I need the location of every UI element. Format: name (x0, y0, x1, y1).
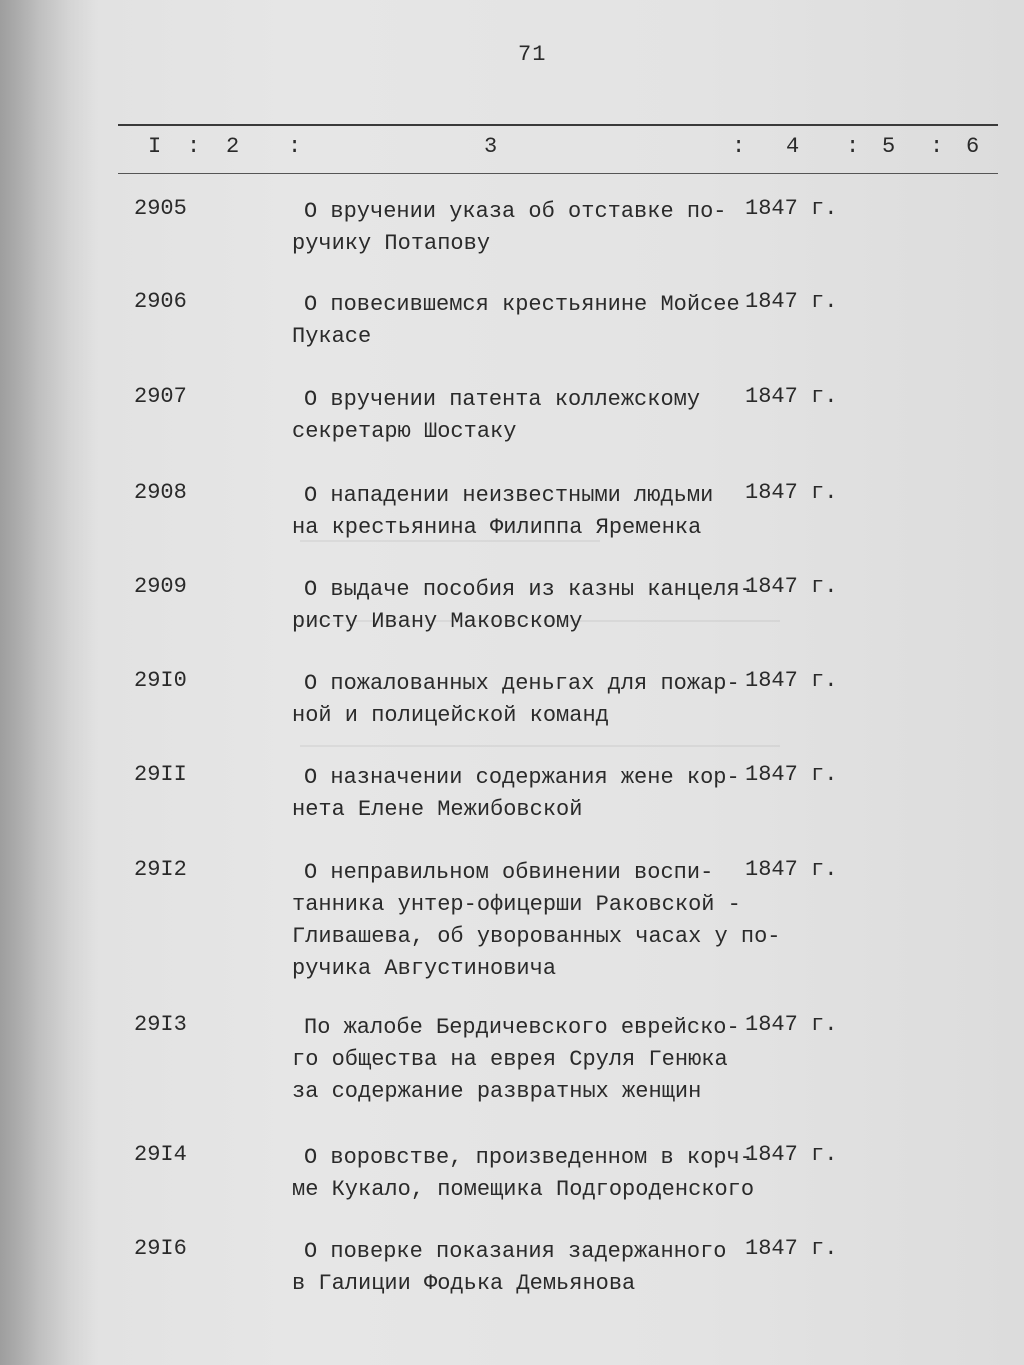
entry-year: 1847 г. (745, 1012, 838, 1037)
column-separator: : (732, 134, 746, 159)
entry-year: 1847 г. (745, 574, 838, 599)
entry-description (292, 1012, 742, 1108)
entry-description-line: танника унтер-офицерши Раковской - (292, 892, 741, 917)
entry-description-line: О повесившемся крестьянине Мойсее (304, 292, 740, 317)
entry-number: 29I3 (134, 1012, 187, 1037)
column-2-label: 2 (226, 134, 240, 159)
column-separator: : (187, 134, 201, 159)
entry-description-line: на крестьянина Филиппа Яременка (292, 515, 702, 540)
entry-description-line: в Галиции Фодька Демьянова (292, 1271, 636, 1296)
entry-description (292, 668, 742, 732)
column-4-label: 4 (786, 134, 800, 159)
column-3-label: 3 (484, 134, 498, 159)
entry-description-line: По жалобе Бердичевского еврейско- (304, 1015, 740, 1040)
entry-description-line: О воровстве, произведенном в корч- (304, 1145, 753, 1170)
entry-description-line: за содержание развратных женщин (292, 1079, 702, 1104)
entry-description (292, 289, 742, 353)
entry-description-line: О назначении содержания жене кор- (304, 765, 740, 790)
entry-description (292, 857, 781, 985)
entry-year: 1847 г. (745, 196, 838, 221)
entry-description-line: секретарю Шостаку (292, 419, 517, 444)
entry-description-line: О поверке показания задержанного (304, 1239, 727, 1264)
entry-description-line: ме Кукало, помещика Подгороденского (292, 1177, 755, 1202)
entry-year: 1847 г. (745, 289, 838, 314)
entry-description (292, 384, 742, 448)
entry-number: 2907 (134, 384, 187, 409)
entry-number: 29I2 (134, 857, 187, 882)
entry-number: 2909 (134, 574, 187, 599)
bleed-through-mark (300, 745, 780, 747)
entry-description (292, 1142, 762, 1206)
entry-number: 2905 (134, 196, 187, 221)
entry-description (292, 196, 742, 260)
entry-description-line: Гливашева, об уворованных часах у по- (292, 924, 781, 949)
entry-description-line: Пукасе (292, 324, 372, 349)
entry-description-line: О пожалованных деньгах для пожар- (304, 671, 740, 696)
column-5-label: 5 (882, 134, 896, 159)
entry-description-line: О выдаче пособия из казны канцеля- (304, 577, 753, 602)
column-separator: : (846, 134, 860, 159)
table-header-bottom-rule (118, 173, 998, 174)
table-header-top-rule (118, 124, 998, 126)
entry-description (292, 480, 742, 544)
entry-description-line: О вручении указа об отставке по- (304, 199, 727, 224)
entry-description-line: О вручении патента коллежскому (304, 387, 701, 412)
entry-description-line: ручика Августиновича (292, 956, 557, 981)
entry-description (292, 574, 753, 638)
entry-year: 1847 г. (745, 668, 838, 693)
entry-year: 1847 г. (745, 384, 838, 409)
entry-number: 2908 (134, 480, 187, 505)
entry-number: 29I4 (134, 1142, 187, 1167)
entry-description-line: О нападении неизвестными людьми (304, 483, 714, 508)
column-separator: : (288, 134, 302, 159)
entry-number: 29II (134, 762, 187, 787)
entry-description-line: ристу Ивану Маковскому (292, 609, 583, 634)
entry-description-line: го общества на еврея Сруля Генюка (292, 1047, 728, 1072)
page-number: 71 (518, 42, 547, 67)
column-6-label: 6 (966, 134, 980, 159)
column-separator: : (930, 134, 944, 159)
entry-description-line: нета Елене Межибовской (292, 797, 583, 822)
entry-description-line: ручику Потапову (292, 231, 491, 256)
entry-description (292, 1236, 742, 1300)
entry-number: 2906 (134, 289, 187, 314)
entry-number: 29I0 (134, 668, 187, 693)
entry-year: 1847 г. (745, 857, 838, 882)
column-1-label: I (148, 134, 162, 159)
entry-year: 1847 г. (745, 1236, 838, 1261)
entry-year: 1847 г. (745, 762, 838, 787)
entry-description-line: ной и полицейской команд (292, 703, 609, 728)
entry-year: 1847 г. (745, 1142, 838, 1167)
binding-shadow (0, 0, 100, 1365)
entry-description (292, 762, 742, 826)
entry-number: 29I6 (134, 1236, 187, 1261)
entry-year: 1847 г. (745, 480, 838, 505)
entry-description-line: О неправильном обвинении воспи- (304, 860, 714, 885)
